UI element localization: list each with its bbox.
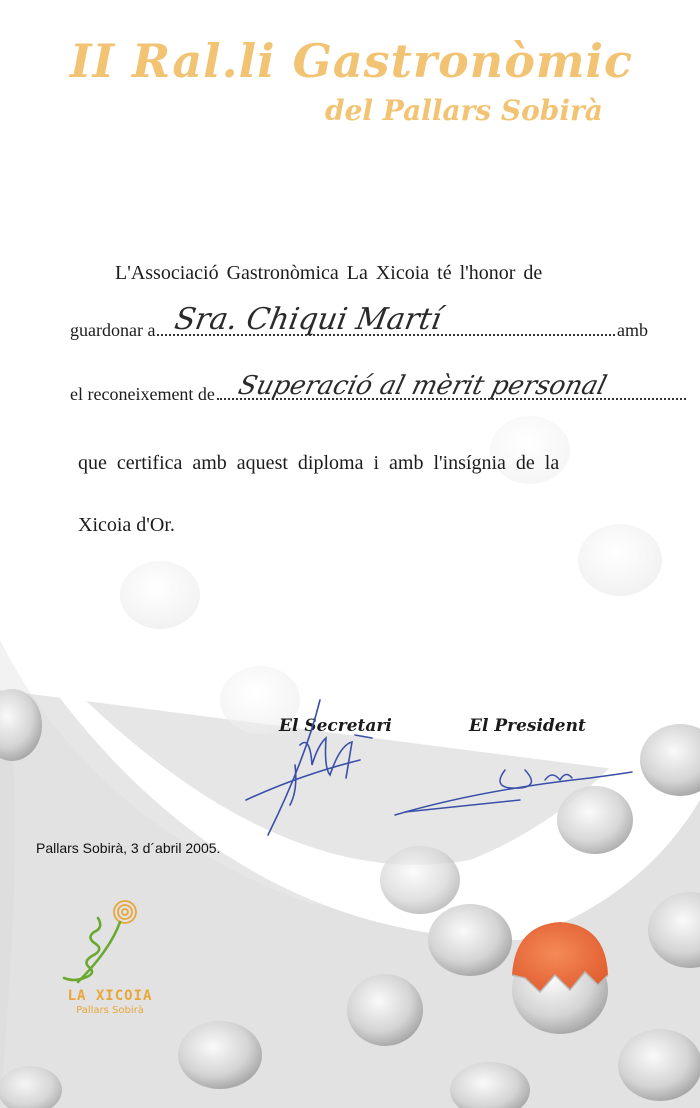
intro-paragraph: L'Associació Gastronòmica La Xicoia té l'honor de (115, 262, 543, 284)
recipient-name: Sra. Chiqui Martí (172, 302, 445, 337)
diploma-title: II Ral.li Gastronòmic (70, 34, 634, 88)
certify-paragraph: que certifica amb aquest diploma i amb l'insígnia de la (78, 452, 560, 474)
reason-text: Superació al mèrit personal (235, 371, 610, 401)
insignia-paragraph: Xicoia d'Or. (78, 514, 175, 536)
award-prefix: guardonar a (70, 320, 156, 340)
herb-sprig-icon (64, 918, 120, 982)
issue-date: Pallars Sobirà, 3 d´abril 2005. (36, 840, 221, 856)
diploma-subtitle: del Pallars Sobirà (325, 94, 603, 127)
spiral-icon (114, 901, 136, 923)
award-suffix: amb (617, 320, 648, 340)
logo-name: LA XICOIA (67, 988, 153, 1004)
reason-prefix: el reconeixement de (70, 384, 215, 404)
president-label: El President (469, 716, 586, 736)
logo-subtitle: Pallars Sobirà (76, 1005, 144, 1016)
secretary-label: El Secretari (279, 716, 392, 736)
